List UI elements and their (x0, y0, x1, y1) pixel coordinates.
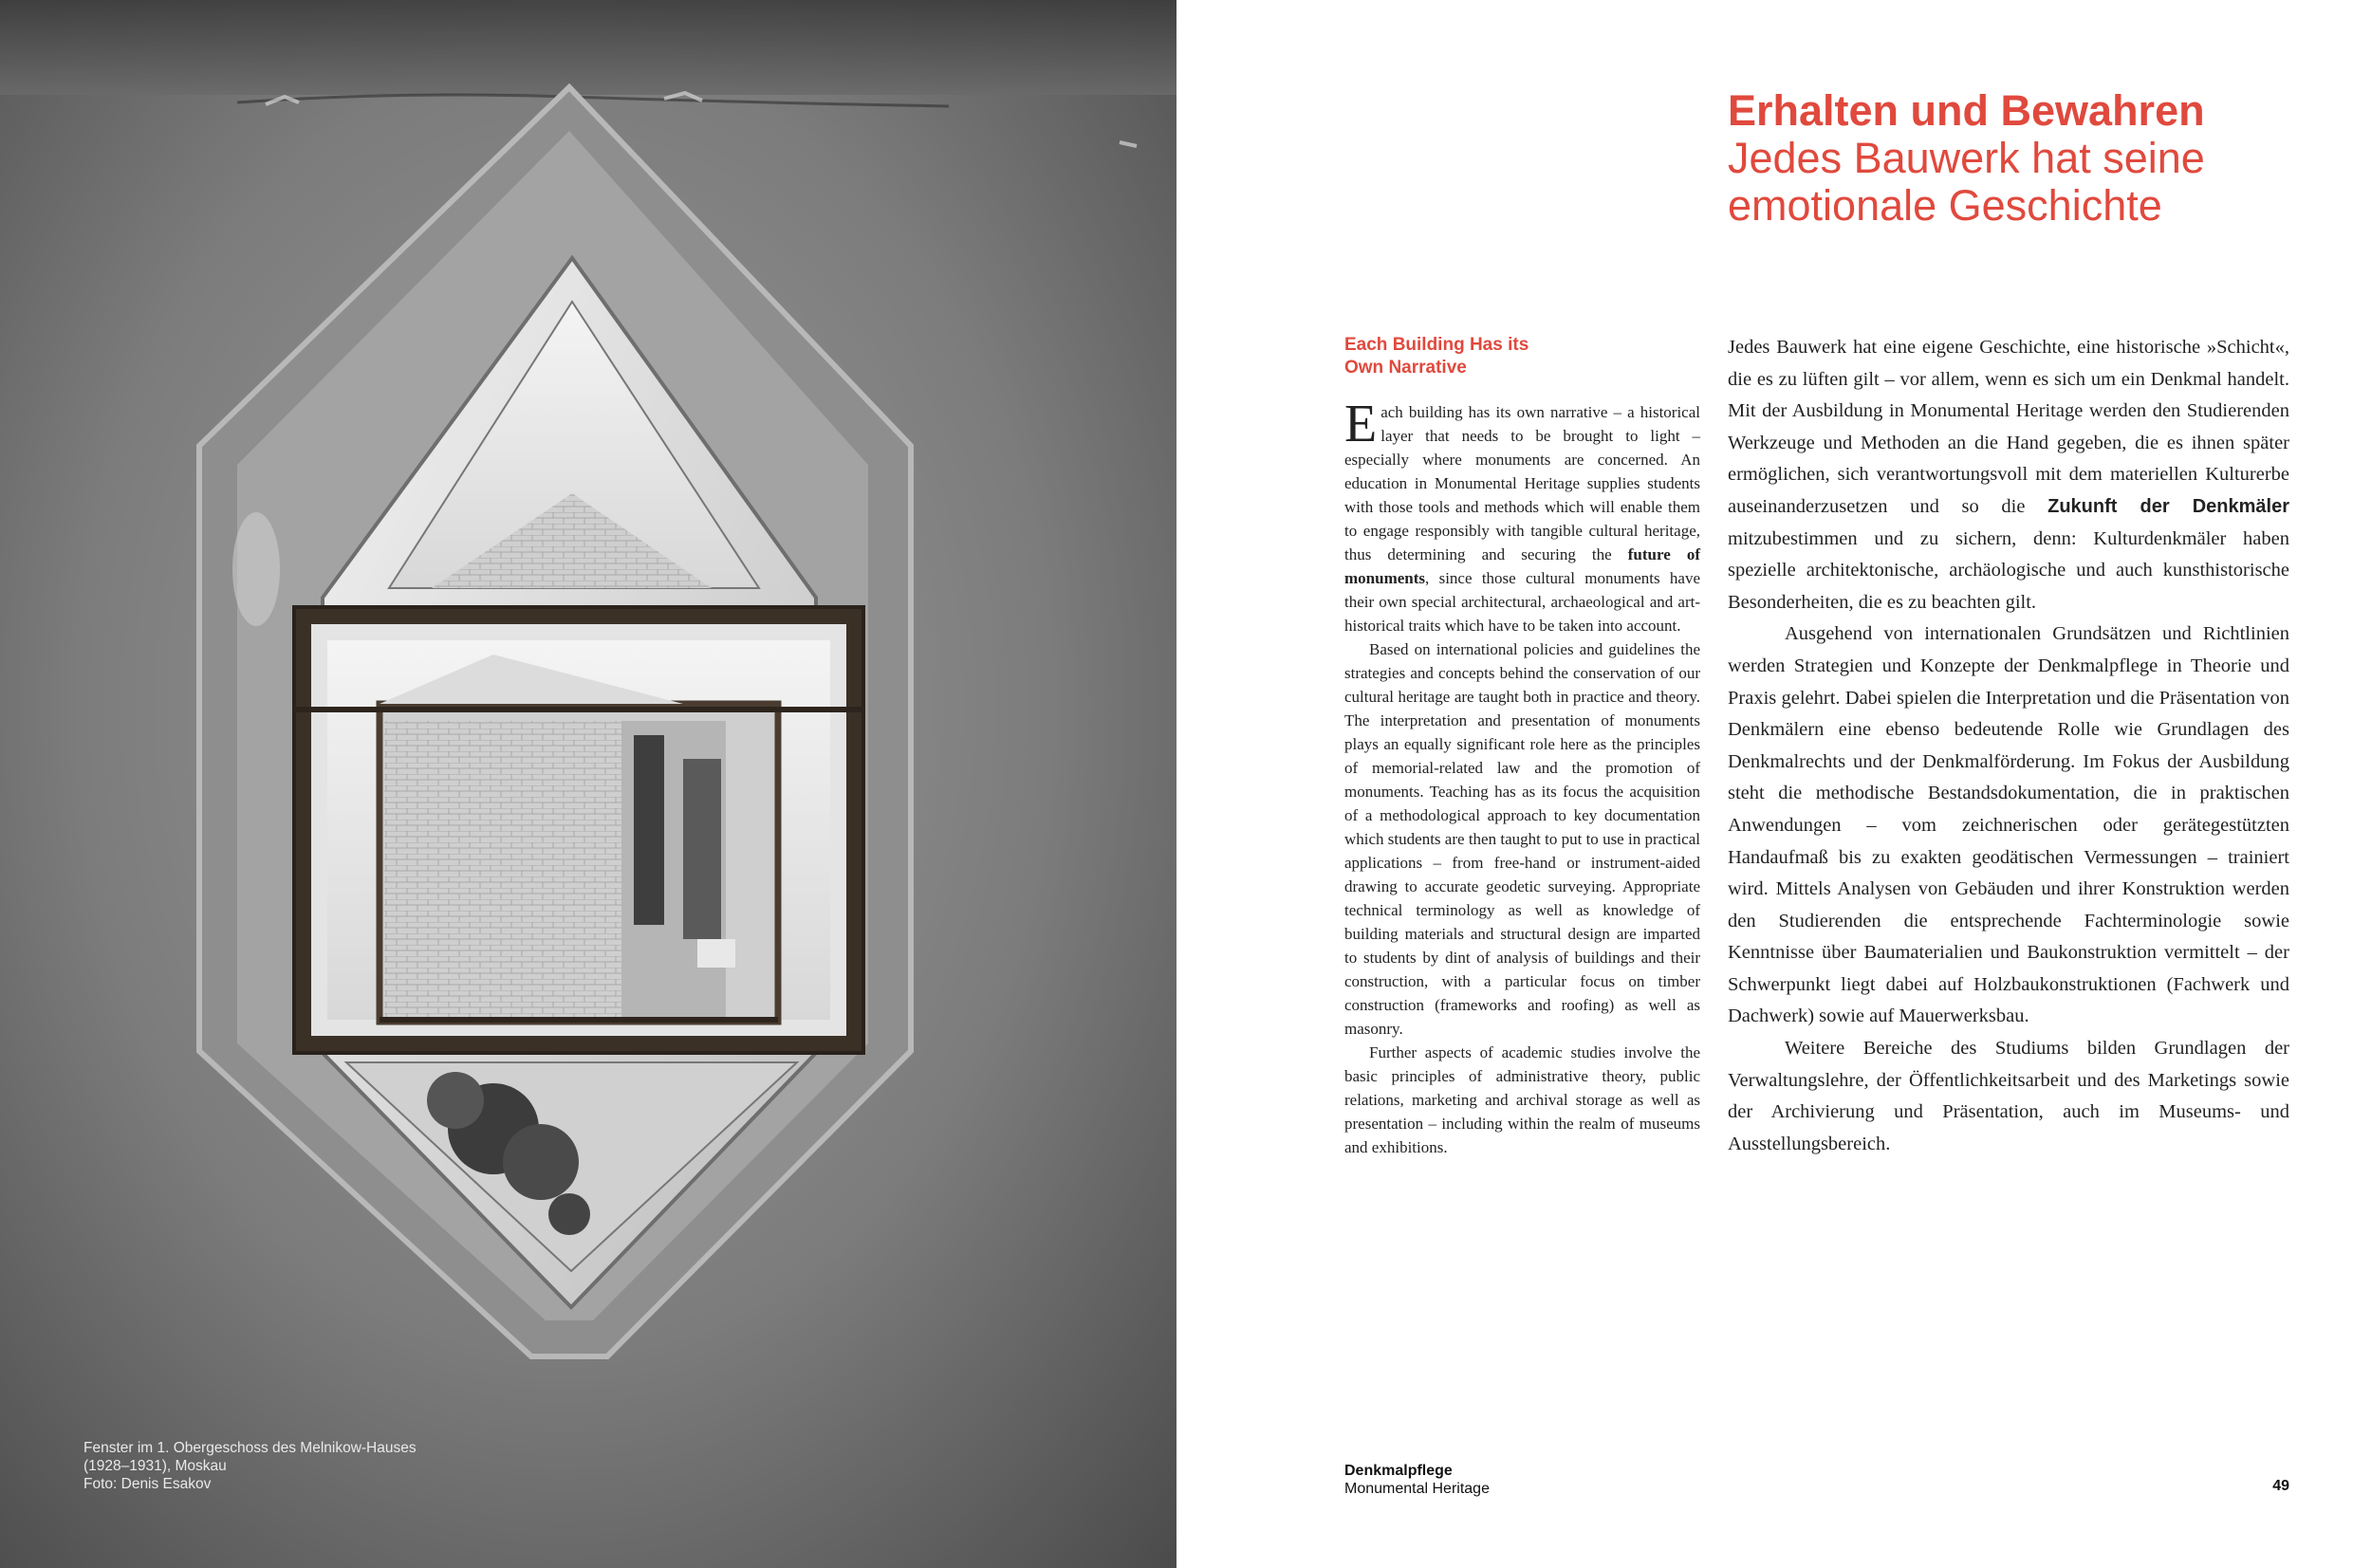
caption-line: (1928–1931), Moskau (83, 1458, 227, 1474)
english-heading: Each Building Has its Own Narrative (1344, 335, 1529, 378)
photo-page (0, 0, 1176, 1568)
footer-label-en: Monumental Heritage (1344, 1481, 1490, 1497)
page-number: 49 (2272, 1478, 2289, 1494)
running-footer (1344, 1462, 1629, 1498)
english-body (1344, 395, 1700, 1159)
headline (1728, 87, 2335, 230)
english-paragraph: Each building has its own narrative – a historical layer that needs to be brought to light – especially where monuments are concerned. An education in Monumental Heritage supplies students with those tools and methods which will enable them to engage responsibly with tangible cultural heritage, thus determining and securing the future of monuments, since those cultural monuments have their own special architectural, archaeological and art-historical traits which have to be taken into account. (1344, 395, 1700, 635)
english-paragraph: Based on international policies and guidelines the strategies and concepts behind the conservation of our cultural heritage are taught both in practice and theory. The interpretation and presentation of monuments plays an equally significant role here as the principles of memorial-related law and the promotion of monuments. Teaching has as its focus the acquisition of a methodological approach to key documentation which students are then taught to put to use in practical applications – from free-hand or instrument-aided drawing to accurate geodetic surveying. Appropriate technical terminology as well as knowledge of building materials and structural design are imparted to students by dint of analysis of buildings and their construction, with a particular focus on timber construction (frameworks and roofing) as well as masonry. (1344, 640, 1700, 1038)
caption-line: Fenster im 1. Obergeschoss des Melnikow-Hauses (83, 1440, 417, 1456)
german-paragraph: Ausgehend von internationalen Grundsätzen und Richtlinien werden Strategien und Konzepte der Denkmalpflege in Theorie und Praxis gelehrt. Dabei spielen die Interpretation und die Präsentation von Denkmälern eine ebenso bedeutende Rolle wie Grundlagen des Denkmalrechts und der Denkmalförderung. Im Fokus der Ausbildung steht die methodische Bestandsdokumentation, die in praktischen Anwendungen – vom zeichnerischen oder gerätegestützten Handaufmaß bis zu exakten geodätischen Vermessungen – trainiert wird. Mittels Analysen von Gebäuden und ihrer Konstruktion werden den Studierenden die entsprechende Fachterminologie sowie Kenntnisse über Baumaterialien und Baukonstruktion vermittelt – der Schwerpunkt liegt dabei auf Holzbaukonstruktionen (Fachwerk und Dachwerk) sowie auf Mauerwerksbau. (1728, 623, 2289, 1027)
english-emphasis: future of monuments (1344, 545, 1700, 587)
german-column (1728, 332, 2289, 1160)
german-paragraph: Jedes Bauwerk hat eine eigene Geschichte, eine historische »Schicht«, die es zu lüften gilt – vor allem, wenn es sich um ein Denkmal handelt. Mit der Ausbildung in Monumental Heritage werden den Studierenden Werkzeuge und Methoden an die Hand gegeben, die es ihnen später ermöglichen, sich verantwortungsvoll mit dem materiellen Kulturerbe auseinanderzusetzen und so die Zukunft der Denkmäler mitzubestimmen und zu sichern, denn: Kulturdenkmäler haben spezielle architektonische, archäologische und auch kunsthistorische Besonderheiten, die es zu beachten gilt. (1728, 337, 2289, 613)
german-paragraph: Weitere Bereiche des Studiums bilden Grundlagen der Verwaltungslehre, der Öffentlichkeitsarbeit und des Marketings sowie der Archivierung und Präsentation, auch im Museums- und Ausstellungsbereich. (1728, 1038, 2289, 1154)
english-paragraph: Further aspects of academic studies involve the basic principles of administrative theory, public relations, marketing and archival storage as well as presentation – including within the realm of museums and exhibitions. (1344, 1043, 1700, 1156)
photo-caption (83, 1439, 482, 1493)
english-column (1344, 334, 1700, 1159)
german-emphasis: Zukunft der Denkmäler (2047, 495, 2289, 517)
caption-line: Foto: Denis Esakov (83, 1476, 212, 1492)
headline-subtitle: Jedes Bauwerk hat seine emotionale Geschichte (1728, 134, 2205, 230)
text-page (1176, 0, 2353, 1568)
drop-cap: E (1344, 395, 1378, 453)
window-photo (0, 0, 1176, 1568)
footer-label-de: Denkmalpflege (1344, 1463, 1453, 1479)
headline-title: Erhalten und Bewahren (1728, 86, 2205, 135)
